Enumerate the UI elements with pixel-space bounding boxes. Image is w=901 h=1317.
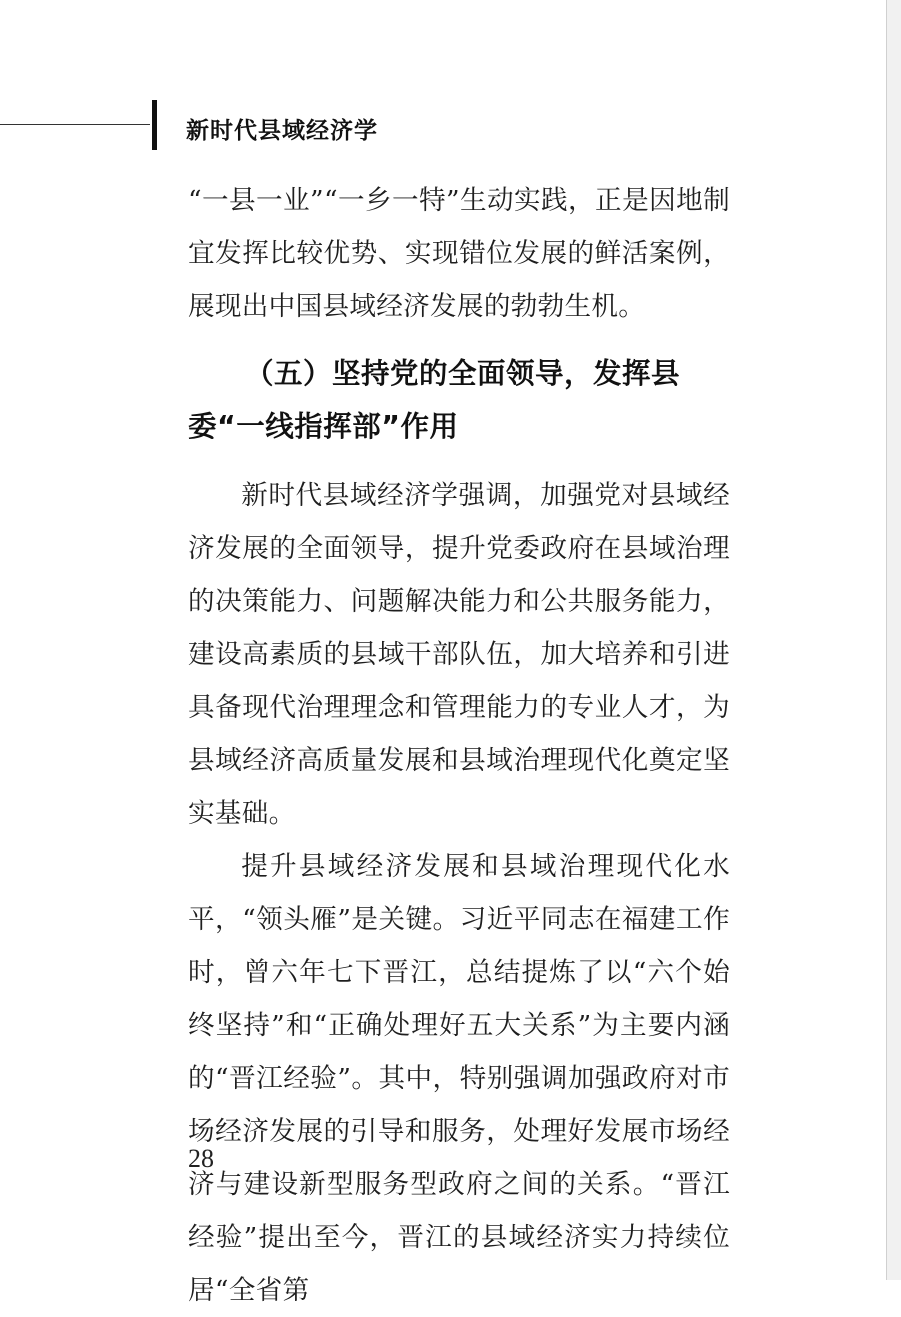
page-number: 28 (188, 1144, 214, 1173)
paragraph-continued: “一县一业”“一乡一特”生动实践，正是因地制宜发挥比较优势、实现错位发展的鲜活案例，展现出中国县域经济发展的勃勃生机。 (188, 185, 730, 322)
page-edge (886, 0, 901, 1280)
header-rule (0, 124, 150, 125)
running-header-title: 新时代县域经济学 (186, 118, 378, 144)
page-body (188, 174, 730, 1317)
paragraph: 新时代县域经济学强调，加强党对县域经济发展的全面领导，提升党委政府在县域治理的决策能力、问题解决能力和公共服务能力，建设高素质的县域干部队伍，加大培养和引进具备现代治理理念和管理能力的专业人才，为县域经济高质量发展和县域治理现代化奠定坚实基础。 (188, 480, 730, 829)
header-bar (152, 100, 157, 150)
section-heading: （五）坚持党的全面领导，发挥县委“一线指挥部”作用 (188, 357, 681, 443)
paragraph: 提升县域经济发展和县域治理现代化水平，“领头雁”是关键。习近平同志在福建工作时，曾六年七下晋江，总结提炼了以“六个始终坚持”和“正确处理好五大关系”为主要内涵的“晋江经验”。其中，特别强调加强政府对市场经济发展的引导和服务，处理好发展市场经济与建设新型服务型政府之间的关系。“晋江经验”提出至今，晋江的县域经济实力持续位居“全省第 (188, 851, 730, 1306)
